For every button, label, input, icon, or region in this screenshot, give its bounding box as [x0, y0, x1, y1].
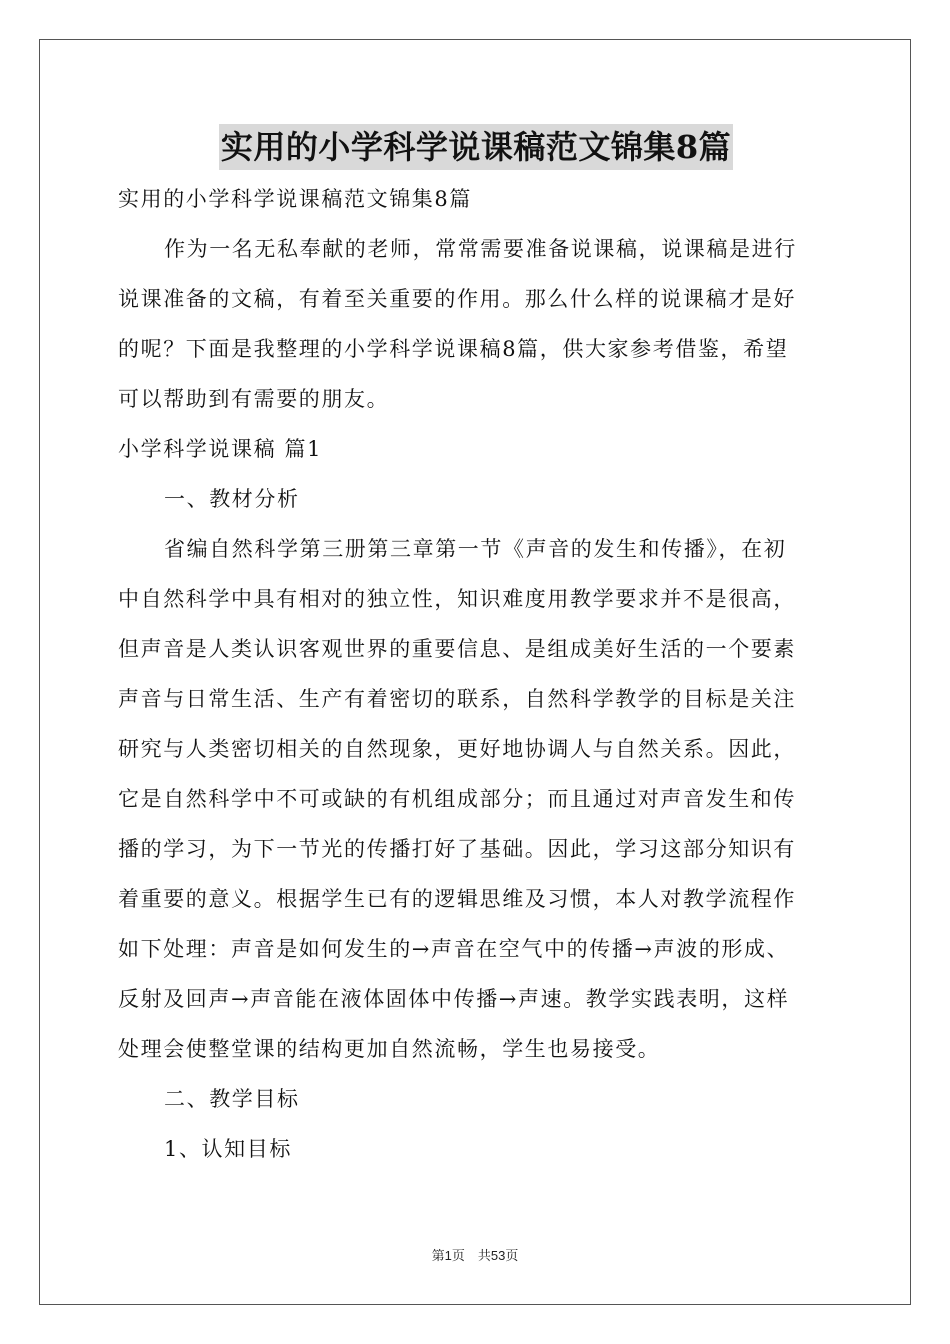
- title-block: [118, 124, 834, 170]
- body-line-1: 省编自然科学第三册第三章第一节《声音的发生和传播》，在初: [164, 537, 787, 561]
- intro-line-2: 说课准备的文稿，有着至关重要的作用。那么什么样的说课稿才是好: [118, 287, 796, 311]
- body-line-9: 如下处理：声音是如何发生的→声音在空气中的传播→声波的形成、: [118, 937, 790, 961]
- document-subtitle: 实用的小学科学说课稿范文锦集8篇: [118, 187, 472, 211]
- body-line-7: 播的学习，为下一节光的传播打好了基础。因此，学习这部分知识有: [118, 837, 796, 861]
- page-footer: 第1页 共53页: [431, 1248, 519, 1263]
- intro-line-4: 可以帮助到有需要的朋友。: [118, 387, 390, 411]
- body-line-10: 反射及回声→声音能在液体固体中传播→声速。教学实践表明，这样: [118, 987, 790, 1011]
- body-line-11: 处理会使整堂课的结构更加自然流畅，学生也易接受。: [118, 1037, 661, 1061]
- section-heading: 小学科学说课稿 篇1: [118, 437, 323, 461]
- heading-teaching-goals: 二、教学目标: [164, 1087, 300, 1111]
- body-line-5: 研究与人类密切相关的自然现象，更好地协调人与自然关系。因此，: [118, 737, 796, 761]
- body-line-2: 中自然科学中具有相对的独立性，知识难度用教学要求并不是很高，: [118, 587, 796, 611]
- page-border: [39, 39, 911, 1305]
- body-line-8: 着重要的意义。根据学生已有的逻辑思维及习惯，本人对教学流程作: [118, 887, 796, 911]
- heading-textbook-analysis: 一、教材分析: [164, 487, 300, 511]
- intro-line-3: 的呢？下面是我整理的小学科学说课稿8篇，供大家参考借鉴，希望: [118, 337, 789, 361]
- body-line-3: 但声音是人类认识客观世界的重要信息、是组成美好生活的一个要素: [118, 637, 796, 661]
- body-line-6: 它是自然科学中不可或缺的有机组成部分；而且通过对声音发生和传: [118, 787, 796, 811]
- document-title: 实用的小学科学说课稿范文锦集8篇: [219, 124, 733, 170]
- heading-cognitive-goals: 1、认知目标: [164, 1137, 292, 1161]
- body-line-4: 声音与日常生活、生产有着密切的联系，自然科学教学的目标是关注: [118, 687, 796, 711]
- intro-line-1: 作为一名无私奉献的老师，常常需要准备说课稿，说课稿是进行: [164, 237, 797, 261]
